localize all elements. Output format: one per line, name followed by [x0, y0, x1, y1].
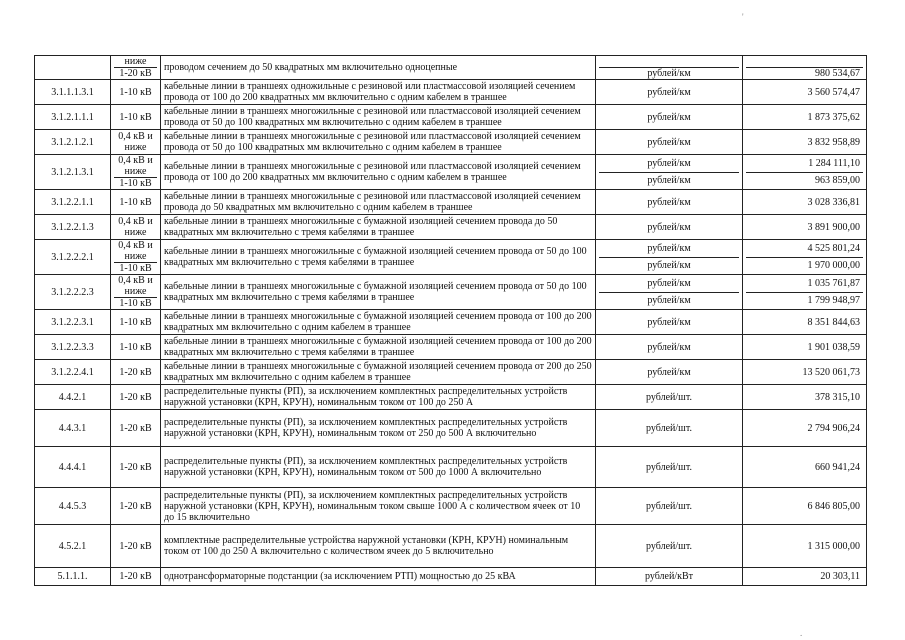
- cell-price-content: [746, 525, 863, 567]
- cell-voltage-line: 1-10 кВ: [119, 316, 152, 328]
- cell-price-content: [746, 310, 863, 334]
- cell-price-line: 660 941,24: [815, 461, 860, 473]
- cell-voltage: [111, 360, 161, 385]
- tariff-table-body: [35, 56, 867, 586]
- cell-unit-line: рублей/км: [647, 111, 691, 123]
- cell-voltage-line: 1-20 кВ: [119, 366, 152, 378]
- table-row: [35, 215, 867, 240]
- cell-unit-line: рублей/шт.: [646, 461, 692, 473]
- cell-price-line: 1 315 000,00: [807, 540, 860, 552]
- cell-price: [743, 488, 867, 525]
- cell-description: распределительные пункты (РП), за исключением комплектных распределительных устройств наружной установки (КРН, КРУН), номинальным током от 500 до 1000 А включительно: [161, 447, 596, 488]
- cell-voltage-line: 0,4 кВ и ниже: [118, 275, 153, 297]
- cell-voltage-content: [114, 410, 157, 446]
- cell-description: комплектные распределительные устройства наружной установки (КРН, КРУН) номинальным током от 100 до 250 А включительно с количеством ячеек до 5 включительно: [161, 525, 596, 568]
- cell-voltage: [111, 80, 161, 105]
- table-row: [35, 488, 867, 525]
- cell-voltage-content: [114, 240, 157, 274]
- table-row: [35, 447, 867, 488]
- cell-price-line: 3 891 900,00: [807, 221, 860, 233]
- cell-price-line: 3 560 574,47: [807, 86, 860, 98]
- cell-price-content: [746, 215, 863, 239]
- cell-price-line: 378 315,10: [815, 391, 860, 403]
- cell-price-content: [746, 360, 863, 384]
- cell-voltage-line: 1-20 кВ: [119, 461, 152, 473]
- tariff-table: [34, 55, 867, 586]
- cell-unit-line: рублей/км: [599, 67, 739, 79]
- table-row: [35, 240, 867, 275]
- cell-price: [743, 105, 867, 130]
- cell-unit-line: рублей/км: [647, 242, 691, 254]
- cell-unit-content: [599, 130, 739, 154]
- cell-unit: [596, 275, 743, 310]
- cell-unit: [596, 155, 743, 190]
- cell-code: 3.1.2.2.1.3: [35, 215, 111, 240]
- cell-voltage-line: 1-20 кВ: [119, 540, 152, 552]
- cell-price: [743, 215, 867, 240]
- cell-code: [35, 56, 111, 80]
- scan-mark: ': [742, 12, 744, 22]
- cell-voltage-line: 1-20 кВ: [119, 571, 152, 582]
- cell-voltage: [111, 130, 161, 155]
- cell-unit-content: [599, 385, 739, 409]
- cell-voltage-content: [114, 385, 157, 409]
- table-row: [35, 360, 867, 385]
- cell-price-line: 20 303,11: [820, 571, 860, 582]
- cell-price-content: [746, 56, 863, 79]
- cell-unit-line: рублей/км: [647, 196, 691, 208]
- cell-description: кабельные линии в траншеях одножильные с резиновой или пластмассовой изоляцией сечением провода от 100 до 200 квадратных мм включительно с одним кабелем в траншее: [161, 80, 596, 105]
- cell-voltage-line: 1-20 кВ: [119, 500, 152, 512]
- cell-voltage: [111, 488, 161, 525]
- cell-unit: [596, 215, 743, 240]
- cell-voltage-line: 1-10 кВ: [119, 341, 152, 353]
- cell-price: [743, 155, 867, 190]
- cell-unit-line: рублей/км: [599, 257, 739, 275]
- cell-code: 3.1.2.2.4.1: [35, 360, 111, 385]
- cell-voltage-line: 0,4 кВ и ниже: [118, 216, 153, 238]
- cell-price-line: 1 873 375,62: [807, 111, 860, 123]
- cell-unit: [596, 240, 743, 275]
- table-row: [35, 275, 867, 310]
- cell-price-content: [746, 410, 863, 446]
- cell-voltage: [111, 447, 161, 488]
- cell-unit-content: [599, 155, 739, 189]
- table-row: [35, 190, 867, 215]
- cell-code: 4.4.4.1: [35, 447, 111, 488]
- cell-price-content: [746, 190, 863, 214]
- cell-description: кабельные линии в траншеях многожильные с резиновой или пластмассовой изоляцией сечением провода от 50 до 100 квадратных мм включительно с одним кабелем в траншее: [161, 130, 596, 155]
- cell-voltage: [111, 275, 161, 310]
- cell-price: [743, 310, 867, 335]
- cell-voltage-line: 1-10 кВ: [114, 262, 157, 274]
- cell-unit-content: [599, 275, 739, 309]
- cell-price-line: 3 028 336,81: [807, 196, 860, 208]
- cell-voltage-content: [114, 190, 157, 214]
- cell-voltage: [111, 385, 161, 410]
- cell-unit: [596, 568, 743, 586]
- cell-price: [743, 568, 867, 586]
- cell-code: 5.1.1.1.: [35, 568, 111, 586]
- cell-price-line: 1 035 761,87: [807, 277, 860, 289]
- cell-price: [743, 335, 867, 360]
- cell-code: 3.1.2.1.1.1: [35, 105, 111, 130]
- cell-voltage-line: 0,4 кВ и ниже: [118, 240, 153, 262]
- cell-voltage-content: [114, 447, 157, 487]
- cell-unit-content: [599, 447, 739, 487]
- cell-voltage-content: [114, 130, 157, 154]
- cell-code: 3.1.2.2.3.1: [35, 310, 111, 335]
- table-row: [35, 410, 867, 447]
- cell-voltage-line: 1-10 кВ: [119, 86, 152, 98]
- cell-price-line: 1 284 111,10: [808, 157, 860, 169]
- cell-code: 3.1.2.2.2.1: [35, 240, 111, 275]
- cell-description: кабельные линии в траншеях многожильные с резиновой или пластмассовой изоляцией сечением провода от 50 до 100 квадратных мм включительно с одним кабелем в траншее: [161, 105, 596, 130]
- cell-description: кабельные линии в траншеях многожильные с бумажной изоляцией сечением провода от 200 до 250 квадратных мм включительно с одним кабелем в траншее: [161, 360, 596, 385]
- cell-price: [743, 56, 867, 80]
- cell-unit: [596, 80, 743, 105]
- cell-unit-content: [599, 56, 739, 79]
- cell-unit-content: [599, 240, 739, 274]
- cell-price-line: [746, 56, 863, 67]
- cell-voltage-content: [114, 360, 157, 384]
- cell-description: распределительные пункты (РП), за исключением комплектных распределительных устройств наружной установки (КРН, КРУН), номинальным током от 100 до 250 А: [161, 385, 596, 410]
- cell-unit: [596, 447, 743, 488]
- cell-price-line: 1 901 038,59: [807, 341, 860, 353]
- cell-price-content: [746, 447, 863, 487]
- cell-unit: [596, 56, 743, 80]
- cell-price: [743, 410, 867, 447]
- cell-voltage-line: 1-20 кВ: [119, 422, 152, 434]
- cell-price-content: [746, 155, 863, 189]
- cell-description: распределительные пункты (РП), за исключением комплектных распределительных устройств наружной установки (КРН, КРУН), номинальным током от 250 до 500 А включительно: [161, 410, 596, 447]
- cell-description: кабельные линии в траншеях многожильные с бумажной изоляцией сечением провода от 100 до 200 квадратных мм включительно с тремя кабелями в траншее: [161, 335, 596, 360]
- cell-voltage-content: [114, 275, 157, 309]
- cell-voltage: [111, 105, 161, 130]
- table-row: [35, 105, 867, 130]
- cell-voltage-line: 0,4 кВ и ниже: [118, 155, 153, 177]
- cell-price-line: 3 832 958,89: [807, 136, 860, 148]
- cell-code: 3.1.2.2.3.3: [35, 335, 111, 360]
- cell-unit-line: [599, 56, 739, 67]
- cell-code: 3.1.2.1.3.1: [35, 155, 111, 190]
- cell-description: однотрансформаторные подстанции (за исключением РТП) мощностью до 25 кВА: [161, 568, 596, 586]
- cell-code: 4.4.5.3: [35, 488, 111, 525]
- cell-unit-content: [599, 80, 739, 104]
- cell-voltage-line: 1-20 кВ: [119, 391, 152, 403]
- cell-price-line: 963 859,00: [746, 172, 863, 190]
- table-row: [35, 568, 867, 586]
- cell-voltage-content: [114, 310, 157, 334]
- cell-description: кабельные линии в траншеях многожильные с бумажной изоляцией сечением провода до 50 квадратных мм включительно с тремя кабелями в траншее: [161, 215, 596, 240]
- cell-voltage-line: 1-10 кВ: [119, 111, 152, 123]
- cell-unit: [596, 525, 743, 568]
- cell-unit-line: рублей/шт.: [646, 500, 692, 512]
- cell-price-line: 980 534,67: [746, 67, 863, 79]
- cell-code: 4.4.3.1: [35, 410, 111, 447]
- cell-price: [743, 80, 867, 105]
- cell-unit-content: [599, 525, 739, 567]
- cell-unit-content: [599, 310, 739, 334]
- cell-price-line: 6 846 805,00: [807, 500, 860, 512]
- table-row: [35, 335, 867, 360]
- cell-description: проводом сечением до 50 квадратных мм включительно одноцепные: [161, 56, 596, 80]
- cell-unit: [596, 310, 743, 335]
- cell-unit-content: [599, 360, 739, 384]
- cell-price: [743, 447, 867, 488]
- cell-unit-line: рублей/км: [647, 366, 691, 378]
- cell-code: 3.1.2.2.2.3: [35, 275, 111, 310]
- table-row: [35, 130, 867, 155]
- cell-voltage: [111, 335, 161, 360]
- cell-voltage: [111, 310, 161, 335]
- cell-price-line: 2 794 906,24: [807, 422, 860, 434]
- cell-price: [743, 275, 867, 310]
- cell-code: 4.4.2.1: [35, 385, 111, 410]
- scan-mark: .: [800, 628, 803, 638]
- cell-voltage: [111, 155, 161, 190]
- cell-description: кабельные линии в траншеях многожильные с бумажной изоляцией сечением провода от 100 до 200 квадратных мм включительно с одним кабелем в траншее: [161, 310, 596, 335]
- cell-unit: [596, 410, 743, 447]
- cell-price-content: [746, 105, 863, 129]
- cell-unit-line: рублей/км: [599, 292, 739, 310]
- cell-voltage-content: [114, 105, 157, 129]
- cell-price-content: [746, 568, 863, 585]
- cell-unit-line: рублей/км: [647, 341, 691, 353]
- cell-voltage-content: [114, 525, 157, 567]
- cell-unit: [596, 190, 743, 215]
- cell-unit: [596, 105, 743, 130]
- cell-price-content: [746, 385, 863, 409]
- cell-price-content: [746, 130, 863, 154]
- cell-unit-content: [599, 190, 739, 214]
- cell-voltage-line: 1-20 кВ: [114, 67, 157, 79]
- cell-code: 3.1.1.1.3.1: [35, 80, 111, 105]
- cell-description: кабельные линии в траншеях многожильные с резиновой или пластмассовой изоляцией сечением провода до 50 квадратных мм включительно с одним кабелем в траншее: [161, 190, 596, 215]
- cell-unit-content: [599, 105, 739, 129]
- cell-voltage-content: [114, 215, 157, 239]
- cell-unit-content: [599, 488, 739, 524]
- cell-unit-line: рублей/км: [647, 221, 691, 233]
- cell-unit-line: рублей/км: [599, 172, 739, 190]
- table-row: [35, 385, 867, 410]
- cell-price: [743, 190, 867, 215]
- cell-voltage: [111, 410, 161, 447]
- table-row: [35, 310, 867, 335]
- cell-description: распределительные пункты (РП), за исключением комплектных распределительных устройств наружной установки (КРН, КРУН), номинальным током свыше 1000 А с количеством ячеек от 10 до 15 включительно: [161, 488, 596, 525]
- cell-price-line: 4 525 801,24: [807, 242, 860, 254]
- cell-voltage-line: 1-10 кВ: [119, 196, 152, 208]
- cell-code: 3.1.2.2.1.1: [35, 190, 111, 215]
- table-row: [35, 80, 867, 105]
- cell-voltage-line: ниже: [124, 56, 147, 67]
- cell-voltage-line: 1-10 кВ: [114, 297, 157, 309]
- cell-description: кабельные линии в траншеях многожильные с бумажной изоляцией сечением провода от 50 до 100 квадратных мм включительно с тремя кабелями в траншее: [161, 240, 596, 275]
- cell-voltage-content: [114, 488, 157, 524]
- cell-description: кабельные линии в траншеях многожильные с резиновой или пластмассовой изоляцией сечением провода от 100 до 200 квадратных мм включительно с одним кабелем в траншее: [161, 155, 596, 190]
- cell-unit: [596, 130, 743, 155]
- cell-voltage: [111, 190, 161, 215]
- cell-price: [743, 385, 867, 410]
- cell-unit-line: рублей/км: [647, 157, 691, 169]
- cell-voltage-line: 0,4 кВ и ниже: [118, 131, 153, 153]
- cell-voltage: [111, 240, 161, 275]
- table-row: [35, 525, 867, 568]
- cell-unit-content: [599, 410, 739, 446]
- cell-unit-line: рублей/шт.: [646, 422, 692, 434]
- cell-unit-content: [599, 335, 739, 359]
- cell-unit: [596, 335, 743, 360]
- cell-price: [743, 130, 867, 155]
- cell-price-content: [746, 275, 863, 309]
- cell-price-content: [746, 240, 863, 274]
- cell-voltage-content: [114, 335, 157, 359]
- table-row: [35, 56, 867, 80]
- cell-price-line: 1 799 948,97: [746, 292, 863, 310]
- cell-voltage: [111, 56, 161, 80]
- cell-price-content: [746, 80, 863, 104]
- cell-description: кабельные линии в траншеях многожильные с бумажной изоляцией сечением провода от 50 до 100 квадратных мм включительно с тремя кабелями в траншее: [161, 275, 596, 310]
- cell-voltage-content: [114, 568, 157, 585]
- cell-price-content: [746, 488, 863, 524]
- cell-price: [743, 240, 867, 275]
- cell-voltage: [111, 215, 161, 240]
- cell-unit: [596, 488, 743, 525]
- cell-price-line: 8 351 844,63: [807, 316, 860, 328]
- cell-unit-line: рублей/шт.: [646, 391, 692, 403]
- cell-voltage: [111, 568, 161, 586]
- cell-unit: [596, 360, 743, 385]
- cell-unit-line: рублей/км: [647, 316, 691, 328]
- cell-price-line: 13 520 061,73: [802, 366, 860, 378]
- cell-unit-line: рублей/кВт: [644, 571, 694, 582]
- cell-unit-line: рублей/км: [647, 86, 691, 98]
- cell-code: 4.5.2.1: [35, 525, 111, 568]
- cell-unit-content: [599, 215, 739, 239]
- cell-voltage-content: [114, 155, 157, 189]
- cell-price-content: [746, 335, 863, 359]
- cell-voltage: [111, 525, 161, 568]
- cell-price: [743, 525, 867, 568]
- cell-unit-line: рублей/км: [647, 277, 691, 289]
- cell-unit-line: рублей/шт.: [646, 540, 692, 552]
- cell-unit: [596, 385, 743, 410]
- cell-voltage-line: 1-10 кВ: [114, 177, 157, 189]
- cell-voltage-content: [114, 80, 157, 104]
- cell-code: 3.1.2.1.2.1: [35, 130, 111, 155]
- cell-unit-line: рублей/км: [647, 136, 691, 148]
- cell-voltage-content: [114, 56, 157, 79]
- table-row: [35, 155, 867, 190]
- cell-price-line: 1 970 000,00: [746, 257, 863, 275]
- cell-price: [743, 360, 867, 385]
- cell-unit-content: [599, 568, 739, 585]
